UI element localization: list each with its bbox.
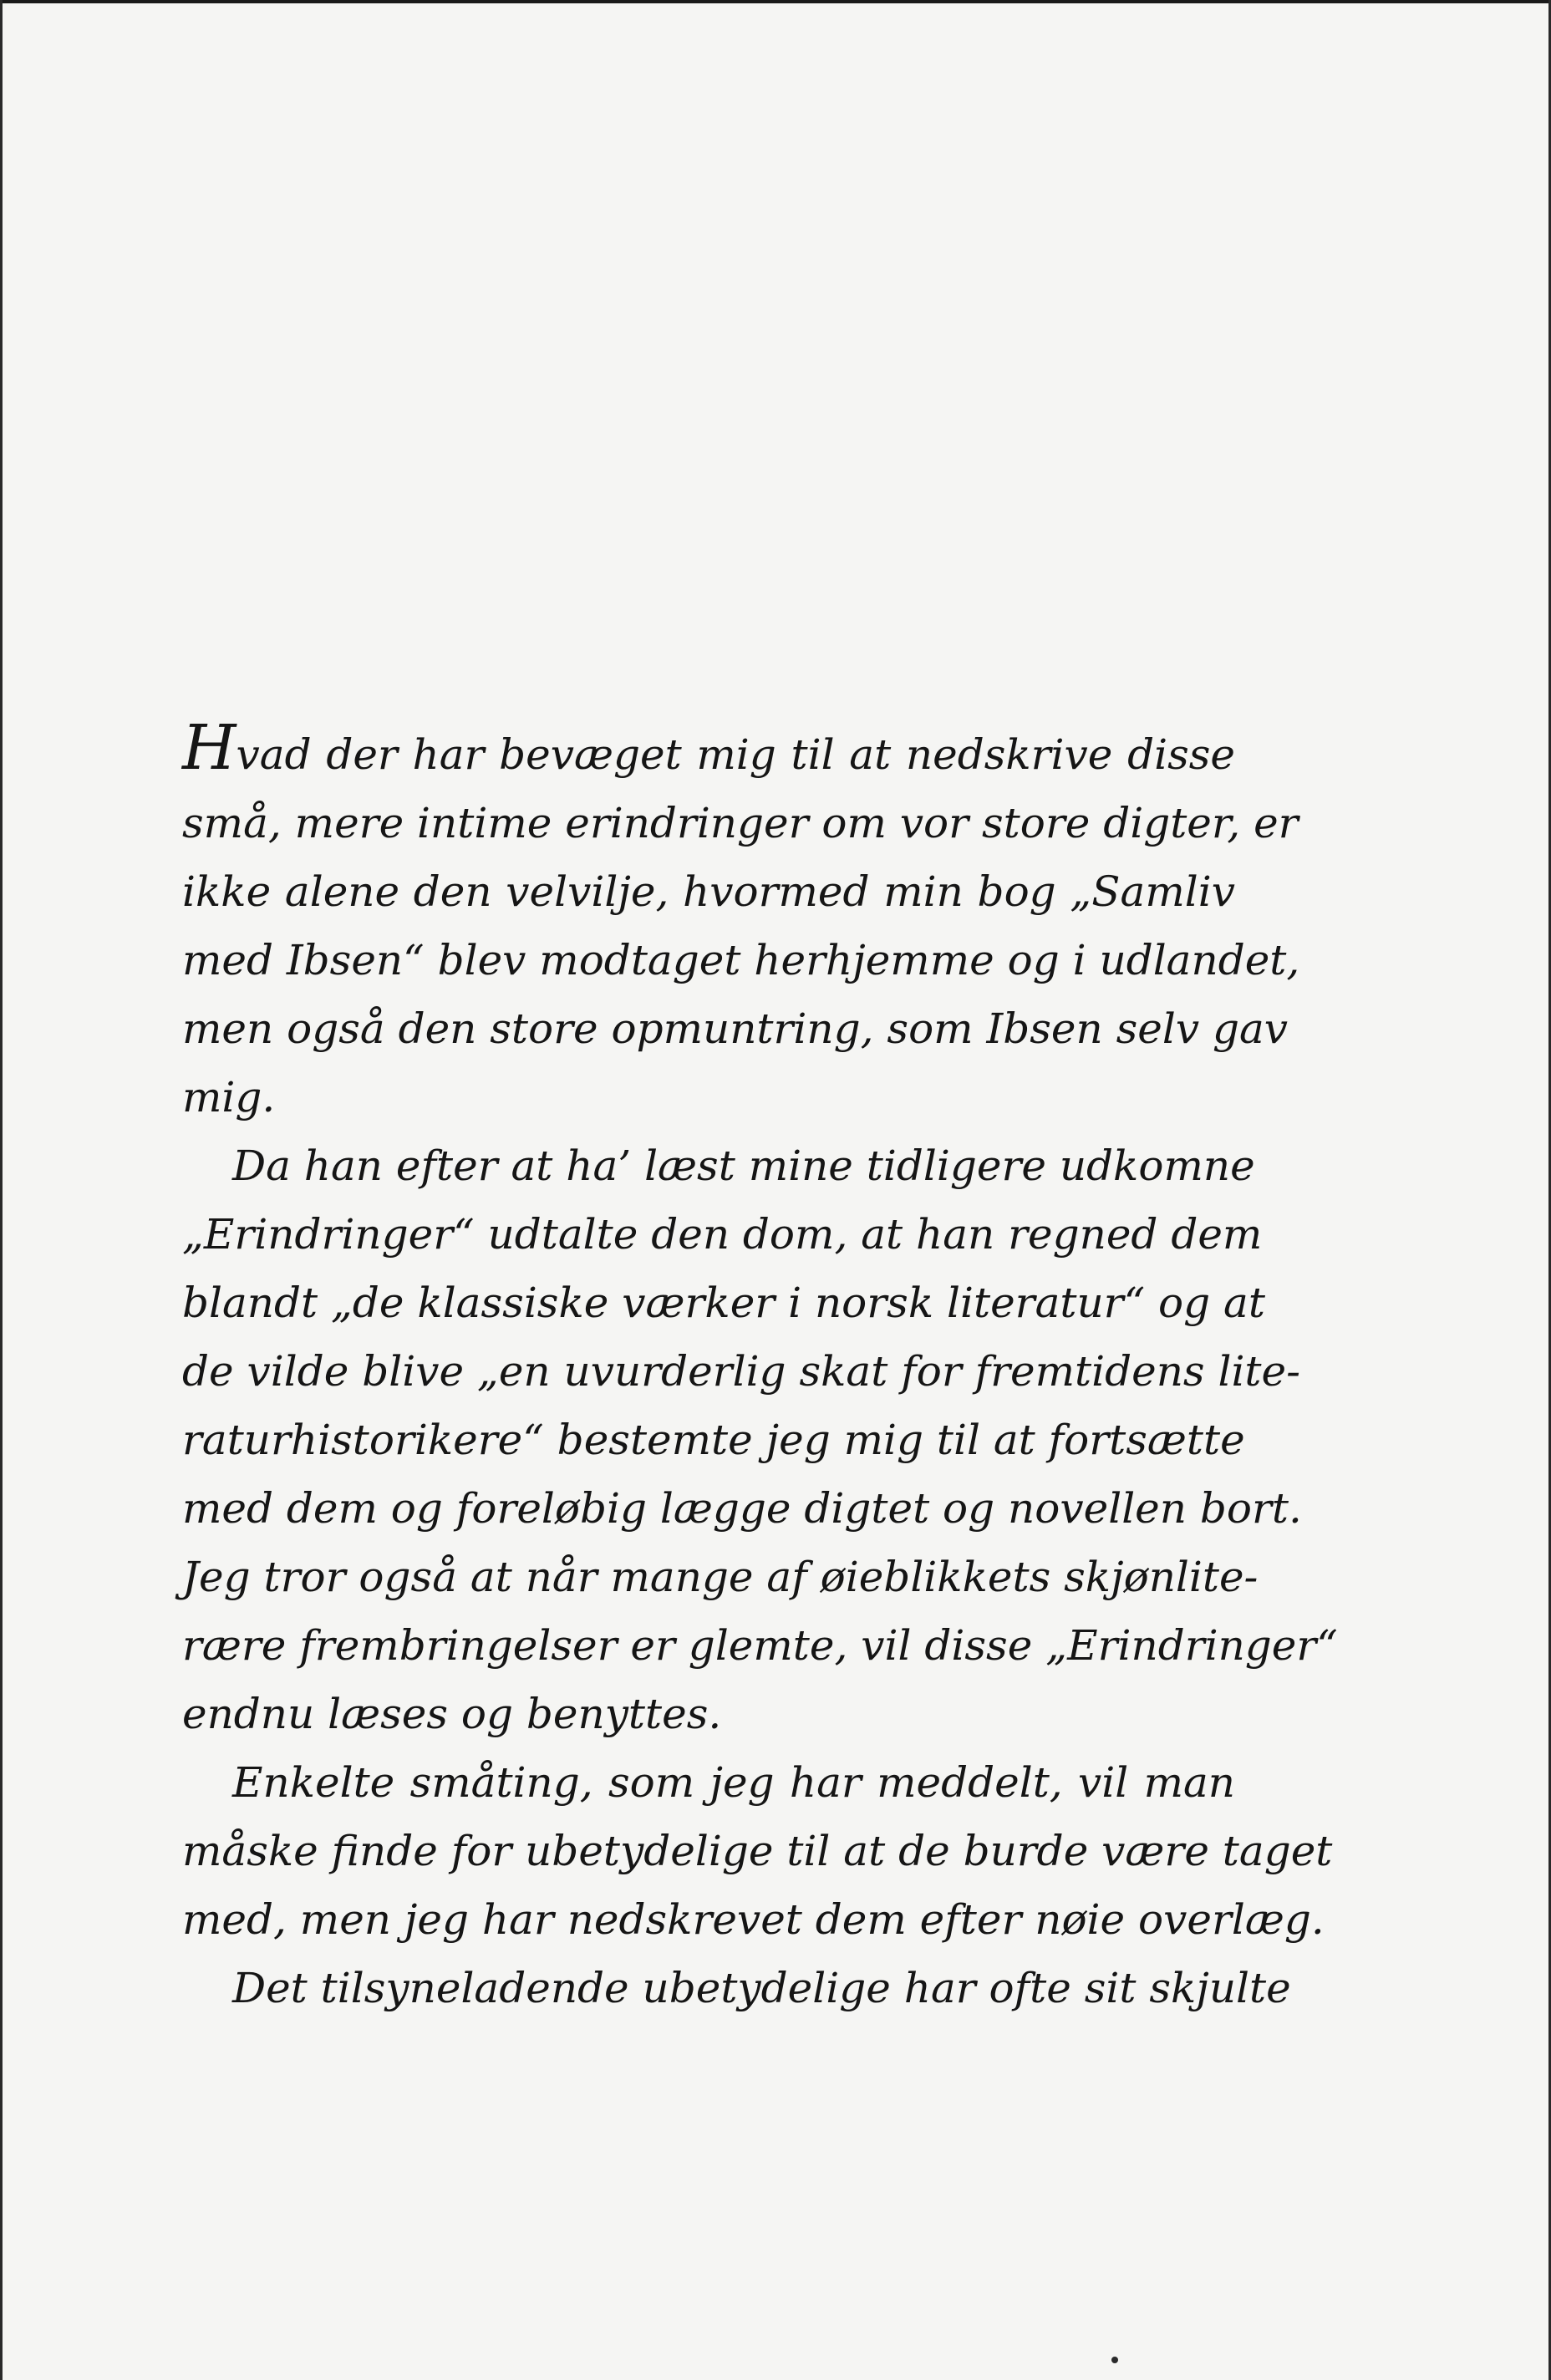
paragraph-3 bbox=[182, 1748, 1333, 1954]
text-line: men også den store opmuntring, som Ibsen selv gav bbox=[182, 1004, 1289, 1053]
text-line: Da han efter at ha’ læst mine tidligere udkomne bbox=[232, 1142, 1255, 1190]
text-line: med, men jeg har nedskrevet dem efter nøie overlæg. bbox=[182, 1895, 1325, 1944]
scan-border-left bbox=[0, 0, 3, 2380]
text-line: de vilde blive „en uvurderlig skat for fremtidens lite- bbox=[182, 1347, 1301, 1396]
text-line: ikke alene den velvilje, hvormed min bog „Samliv bbox=[182, 867, 1235, 916]
text-line: „Erindringer“ udtalte den dom, at han regned dem bbox=[182, 1210, 1263, 1259]
drop-cap: H bbox=[182, 712, 236, 784]
text-line: mig. bbox=[182, 1073, 276, 1121]
text-line: Det tilsyneladende ubetydelige har ofte sit skjulte bbox=[232, 1964, 1291, 2012]
text-line: blandt „de klassiske værker i norsk literatur“ og at bbox=[182, 1279, 1265, 1327]
paragraph-1 bbox=[182, 712, 1300, 1132]
text-line: Jeg tror også at når mange af øieblikkets skjønlite- bbox=[182, 1553, 1259, 1601]
paragraph-2 bbox=[182, 1132, 1338, 1748]
text-line: Enkelte småting, som jeg har meddelt, vil man bbox=[232, 1758, 1235, 1807]
text-line bbox=[182, 712, 1235, 789]
text-line: rære frembringelser er glemte, vil disse „Erindringer“ bbox=[182, 1621, 1338, 1670]
text-line-content: vad der har bevæget mig til at nedskrive disse bbox=[236, 730, 1235, 779]
scan-border-top bbox=[0, 0, 1551, 3]
text-line: raturhistorikere“ bestemte jeg mig til at fortsætte bbox=[182, 1416, 1245, 1464]
body-text bbox=[182, 712, 1338, 2022]
text-line: måske finde for ubetydelige til at de burde være taget bbox=[182, 1827, 1333, 1875]
text-line: endnu læses og benyttes. bbox=[182, 1690, 722, 1738]
text-line: med Ibsen“ blev modtaget herhjemme og i udlandet, bbox=[182, 936, 1300, 984]
paragraph-4 bbox=[182, 1954, 1291, 2022]
text-line: med dem og foreløbig lægge digtet og novellen bort. bbox=[182, 1484, 1302, 1533]
text-line: små, mere intime erindringer om vor store digter, er bbox=[182, 799, 1299, 847]
page-speck bbox=[1111, 2357, 1118, 2363]
